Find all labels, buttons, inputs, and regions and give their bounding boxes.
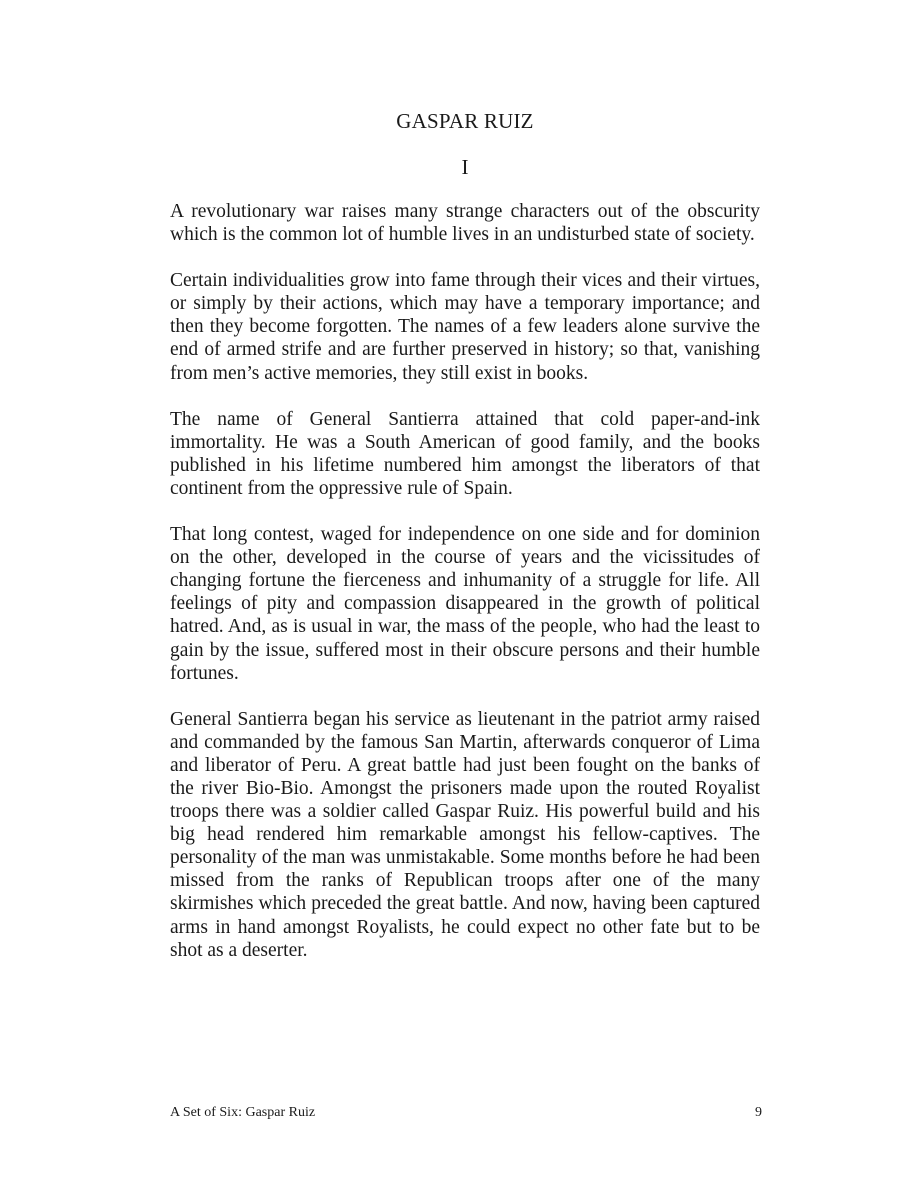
paragraph: A revolutionary war raises many strange characters out of the obscurity which is the common lot of humble lives in an undisturbed state of society. [170,201,760,246]
paragraph: That long contest, waged for independence on one side and for dominion on the other, developed in the course of years and the vicissitudes of changing fortune the fierceness and inhumanity of a struggle for life. All feelings of pity and compassion disappeared in the growth of political hatred. And, as is usual in war, the mass of the people, who had the least to gain by the issue, suffered most in their obscure persons and their humble fortunes. [170,524,760,684]
paragraph: The name of General Santierra attained that cold paper-and-ink immortality. He was a South American of good family, and the books published in his lifetime numbered him amongst the liberators of that continent from the oppressive rule of Spain. [170,408,760,499]
page-number: 9 [755,1105,762,1120]
running-footer-title: A Set of Six: Gaspar Ruiz [170,1105,316,1120]
paragraph: Certain individualities grow into fame through their vices and their virtues, or simply by their actions, which may have a temporary importance; and then they become forgotten. The names of a few leaders alone survive the end of armed strife and are further preserved in history; so that, vanishing from men’s active memories, they still exist in books. [170,270,760,384]
paragraph: General Santierra began his service as lieutenant in the patriot army raised and commanded by the famous San Martin, afterwards conqueror of Lima and liberator of Peru. A great battle had just been fought on the banks of the river Bio-Bio. Amongst the prisoners made upon the routed Royalist troops there was a soldier called Gaspar Ruiz. His powerful build and his big head rendered him remarkable amongst his fellow-captives. The personality of the man was unmistakable. Some months before he had been missed from the ranks of Republican troops after one of the many skirmishes which preceded the great battle. And now, having been captured arms in hand amongst Royalists, he could expect no other fate but to be shot as a deserter. [170,708,760,961]
story-title: GASPAR RUIZ [396,109,534,133]
body-text [170,200,760,985]
chapter-number: I [461,155,469,179]
